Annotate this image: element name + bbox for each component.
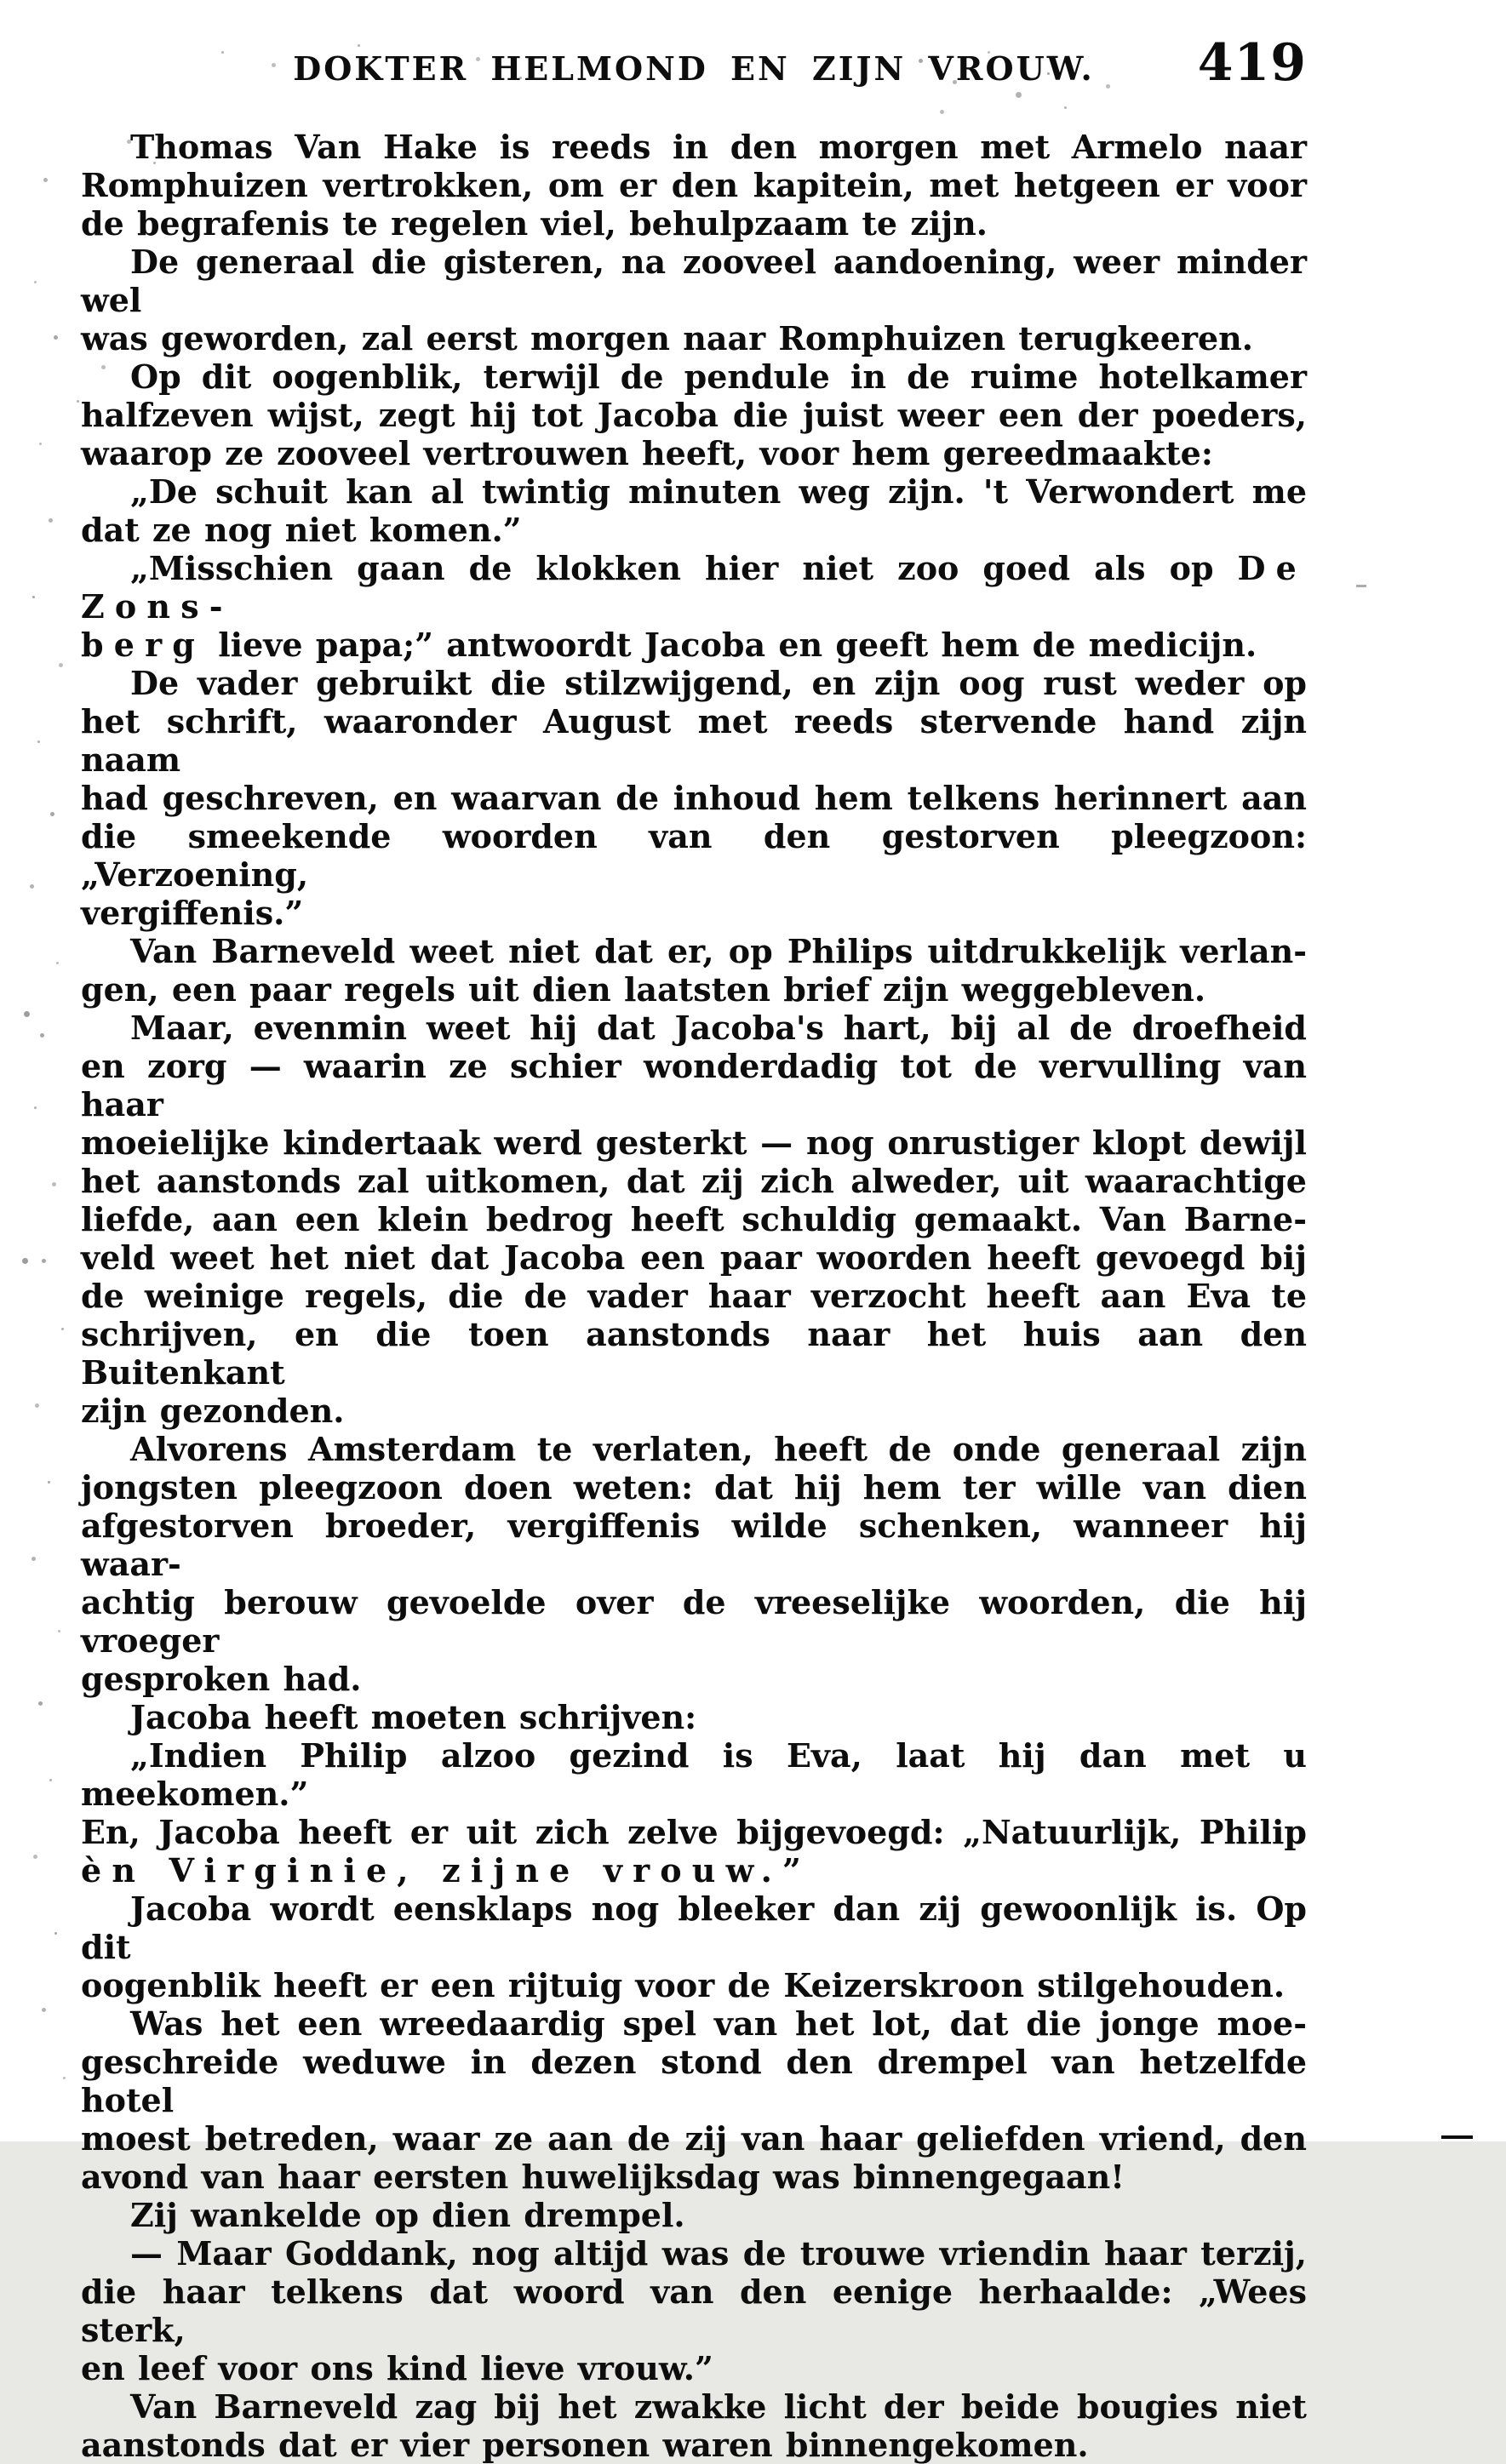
letterspaced-text: èn Virginie, zijne vrouw.” <box>81 1851 812 1889</box>
text-line: en leef voor ons kind lieve vrouw.” <box>81 2349 713 2387</box>
text-line: het schrift, waaronder August met reeds stervende hand zijn naam <box>81 702 1307 779</box>
letterspaced-text: De Zons- <box>81 549 1307 626</box>
text-line <box>81 1851 1307 1889</box>
text-line: „De schuit kan al twintig minuten weg zijn. 't Verwondert me <box>130 472 1307 511</box>
text-line: En, Jacoba heeft er uit zich zelve bijgevoegd: „Natuurlijk, Philip <box>81 1813 1307 1851</box>
text-line: jongsten pleegzoon doen weten: dat hij hem ter wille van dien <box>81 1468 1307 1506</box>
text-line: afgestorven broeder, vergiffenis wilde schenken, wanneer hij waar- <box>81 1506 1307 1583</box>
text-line: Thomas Van Hake is reeds in den morgen met Armelo naar <box>130 128 1307 166</box>
text-line: liefde, aan een klein bedrog heeft schuldig gemaakt. Van Barne- <box>81 1200 1307 1238</box>
text-line: gen, een paar regels uit dien laatsten brief zijn weggebleven. <box>81 970 1206 1009</box>
text-line: Jacoba wordt eensklaps nog bleeker dan zij gewoonlijk is. Op dit <box>81 1889 1307 1966</box>
text-line: en zorg — waarin ze schier wonderdadig tot de vervulling van haar <box>81 1047 1307 1123</box>
text-line: gesproken had. <box>81 1660 362 1698</box>
scan-artifact-rule <box>1441 2135 1473 2139</box>
text-line <box>81 549 1307 626</box>
text-line: geschreide weduwe in dezen stond den drempel van hetzelfde hotel <box>81 2043 1307 2119</box>
text-line: Van Barneveld zag bij het zwakke licht der beide bougies niet <box>130 2387 1307 2426</box>
text-line: Zij wankelde op dien drempel. <box>130 2196 685 2234</box>
text-line: halfzeven wijst, zegt hij tot Jacoba die juist weer een der poeders, <box>81 396 1307 434</box>
text-line: dat ze nog niet komen.” <box>81 511 522 549</box>
text-line <box>81 626 1307 664</box>
scan-noise-speckles <box>0 0 3 3</box>
running-title: DOKTER HELMOND EN ZIJN VROUW. <box>293 49 1095 88</box>
page-number: 419 <box>1197 33 1307 93</box>
text-line: Alvorens Amsterdam te verlaten, heeft de onde generaal zijn <box>130 1430 1307 1468</box>
text-line: was geworden, zal eerst morgen naar Romphuizen terugkeeren. <box>81 319 1254 357</box>
text-line: Jacoba heeft moeten schrijven: <box>130 1698 697 1736</box>
text-line: achtig berouw gevoelde over de vreeselijke woorden, die hij vroeger <box>81 1583 1307 1660</box>
text-line: het aanstonds zal uitkomen, dat zij zich alweder, uit waarachtige <box>81 1162 1307 1200</box>
text-segment: „Misschien gaan de klokken hier niet zoo goed als op <box>130 549 1238 587</box>
text-line: „Indien Philip alzoo gezind is Eva, laat hij dan met u meekomen.” <box>81 1736 1307 1813</box>
text-line: Maar, evenmin weet hij dat Jacoba's hart, bij al de droefheid <box>130 1009 1307 1047</box>
text-segment: lieve papa;” antwoordt Jacoba en geeft hem de medicijn. <box>204 626 1257 664</box>
page-header <box>81 33 1307 102</box>
text-line: schrijven, en die toen aanstonds naar het huis aan den Buitenkant <box>81 1315 1307 1392</box>
text-line: De generaal die gisteren, na zooveel aandoening, weer minder wel <box>81 243 1307 319</box>
letterspaced-text: berg <box>81 626 205 664</box>
text-line: aanstonds dat er vier personen waren binnengekomen. <box>81 2426 1089 2464</box>
text-line: moeielijke kindertaak werd gesterkt — nog onrustiger klopt dewijl <box>81 1123 1307 1162</box>
text-line: die smeekende woorden van den gestorven pleegzoon: „Verzoening, <box>81 817 1307 894</box>
text-line: had geschreven, en waarvan de inhoud hem telkens herinnert aan <box>81 779 1307 817</box>
text-line: die haar telkens dat woord van den eenige herhaalde: „Wees sterk, <box>81 2272 1307 2349</box>
text-line: Van Barneveld weet niet dat er, op Philips uitdrukkelijk verlan- <box>130 932 1307 970</box>
text-line: moest betreden, waar ze aan de zij van haar geliefden vriend, den <box>81 2119 1307 2158</box>
text-line: — Maar Goddank, nog altijd was de trouwe vriendin haar terzij, <box>130 2234 1307 2272</box>
text-block <box>81 128 1307 2464</box>
text-line: waarop ze zooveel vertrouwen heeft, voor hem gereedmaakte: <box>81 434 1213 472</box>
text-line: oogenblik heeft er een rijtuig voor de Keizerskroon stilgehouden. <box>81 1966 1286 2004</box>
text-line: avond van haar eersten huwelijksdag was binnengegaan! <box>81 2158 1125 2196</box>
text-line: Romphuizen vertrokken, om er den kapitein, met hetgeen er voor <box>81 166 1307 204</box>
text-line: De vader gebruikt die stilzwijgend, en zijn oog rust weder op <box>130 664 1307 702</box>
text-line: zijn gezonden. <box>81 1392 345 1430</box>
text-line: veld weet het niet dat Jacoba een paar woorden heeft gevoegd bij <box>81 1238 1307 1277</box>
text-line: Was het een wreedaardig spel van het lot, dat die jonge moe- <box>130 2004 1307 2043</box>
scan-stray-mark <box>1356 585 1366 587</box>
text-line: de begrafenis te regelen viel, behulpzaam te zijn. <box>81 204 988 243</box>
text-line: Op dit oogenblik, terwijl de pendule in de ruime hotelkamer <box>130 357 1307 396</box>
text-line: de weinige regels, die de vader haar verzocht heeft aan Eva te <box>81 1277 1307 1315</box>
text-line: vergiffenis.” <box>81 894 304 932</box>
